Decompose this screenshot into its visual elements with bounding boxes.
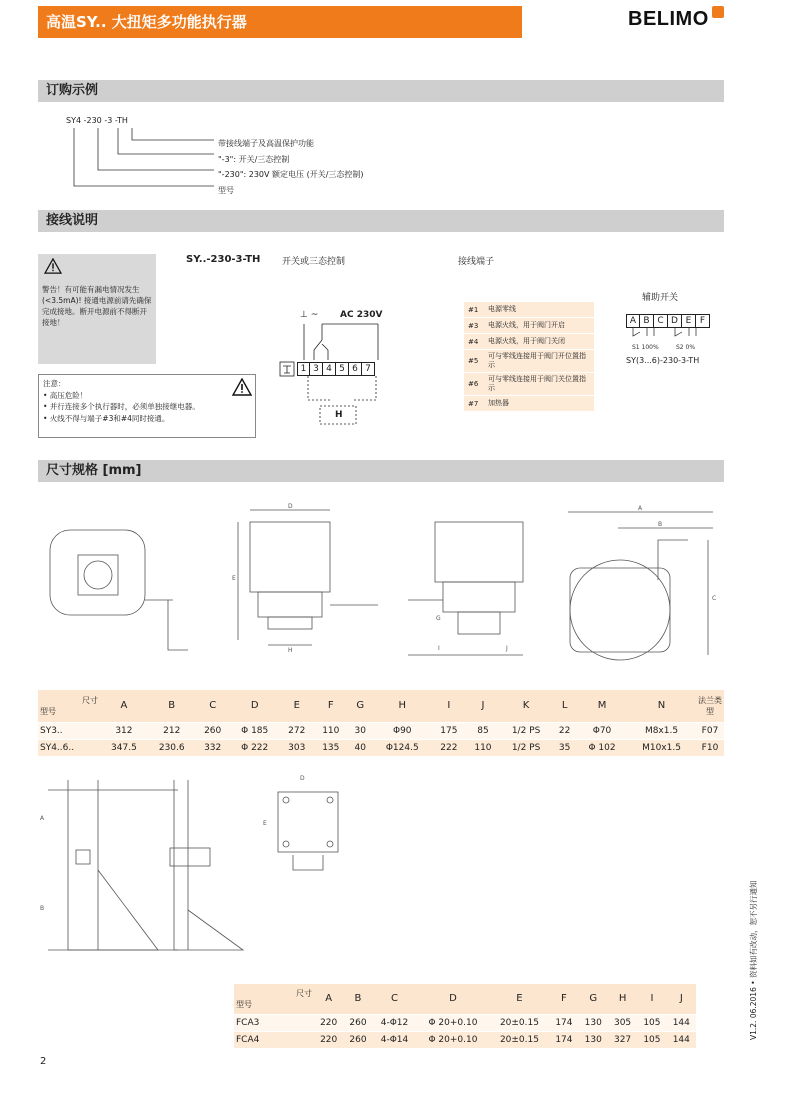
column-header: L xyxy=(561,700,568,712)
note-item: • 高压危险！ xyxy=(43,390,88,400)
aux-terminal-strip xyxy=(626,314,710,328)
table-cell: 85 xyxy=(477,725,489,736)
order-note: 型号 xyxy=(218,185,234,195)
terminal-desc: 加热器 xyxy=(488,399,509,407)
table-cell: 260 xyxy=(204,725,222,736)
table-cell: 1/2 PS xyxy=(511,742,541,753)
terminal-cell: 3 xyxy=(310,362,323,376)
terminal-title: 接线端子 xyxy=(458,257,495,267)
svg-text:E: E xyxy=(232,575,236,582)
table-cell: 174 xyxy=(555,1017,573,1028)
table-cell: 260 xyxy=(349,1017,367,1028)
terminal-row xyxy=(464,318,594,334)
table-cell: 175 xyxy=(440,725,458,736)
table-cell: 222 xyxy=(440,742,458,753)
section-order-header: 订购示例 xyxy=(38,80,724,102)
svg-text:I: I xyxy=(438,645,440,652)
row-model: FCA3 xyxy=(236,1017,260,1028)
table-cell: Φ 102 xyxy=(588,742,616,753)
note-item: • 并行连接多个执行器时，必须单独接继电器。 xyxy=(43,402,200,411)
table-cell: 220 xyxy=(320,1034,338,1045)
table-cell: Φ90 xyxy=(392,725,412,736)
column-header: B xyxy=(168,700,176,712)
svg-text:G: G xyxy=(436,615,441,622)
table-cell: 327 xyxy=(613,1034,632,1045)
terminal-row xyxy=(464,334,594,350)
column-header: G xyxy=(589,993,598,1005)
terminal-no: #6 xyxy=(468,380,479,388)
warning-text: 警告！有可能有漏电情况发生 (<3.5mA)! 接通电源前请先确保完成接地。断开电源前不得断开接地！ xyxy=(42,285,152,327)
row-model: FCA4 xyxy=(236,1034,260,1045)
bracket-drawings xyxy=(38,770,358,970)
table-cell: 312 xyxy=(115,725,133,736)
table-cell: 144 xyxy=(672,1034,690,1045)
table-row xyxy=(38,722,724,739)
order-code-leaders xyxy=(64,124,224,204)
terminal-cell: 7 xyxy=(362,362,375,376)
aux-cell: D xyxy=(668,314,682,328)
terminal-row xyxy=(464,373,594,396)
table-cell: Φ 185 xyxy=(241,725,269,736)
column-header: E xyxy=(516,993,523,1005)
order-notes xyxy=(218,136,364,198)
table-cell: 1/2 PS xyxy=(511,725,541,736)
aux-cell: A xyxy=(626,314,640,328)
terminal-desc: 电源火线，用于阀门开启 xyxy=(488,321,565,329)
table-cell: 260 xyxy=(349,1034,367,1045)
order-note: "-3": 开关/三态控制 xyxy=(218,154,290,164)
svg-text:C: C xyxy=(712,595,717,602)
page-number: 2 xyxy=(40,1056,47,1067)
svg-text:A: A xyxy=(638,505,643,512)
warning-icon xyxy=(44,258,62,274)
column-header: G xyxy=(356,700,365,712)
aux-cell: B xyxy=(640,314,654,328)
code-part: -3 xyxy=(104,116,113,125)
heater-label: H xyxy=(335,410,343,420)
table-cell: Φ124.5 xyxy=(385,742,419,753)
column-header: J xyxy=(481,700,485,712)
ac-label: AC 230V xyxy=(340,310,383,320)
terminal-row xyxy=(464,302,594,318)
table-cell: 35 xyxy=(558,742,571,753)
table-cell: 4-Φ14 xyxy=(380,1034,409,1045)
svg-text:A: A xyxy=(40,815,45,822)
terminal-no: #7 xyxy=(468,399,479,408)
column-header: A xyxy=(325,993,333,1005)
table-cell: M8x1.5 xyxy=(644,725,679,736)
table-cell: Φ70 xyxy=(592,725,612,736)
code-part: -230 xyxy=(83,116,102,125)
table-row xyxy=(234,1031,696,1048)
terminal-desc: 可与零线连接用于阀门关位置指示 xyxy=(488,375,586,392)
column-header: B xyxy=(354,993,362,1005)
table-cell: 30 xyxy=(354,725,366,736)
table-cell: 40 xyxy=(354,742,366,753)
row-model: SY4..6.. xyxy=(40,742,75,753)
section-dimensions-header: 尺寸规格 [mm] xyxy=(38,460,724,482)
order-note: 带接线端子及高温保护功能 xyxy=(218,139,314,148)
terminal-desc: 电源火线，用于阀门关闭 xyxy=(488,337,565,345)
corner-top: 尺寸 xyxy=(82,695,98,705)
table-cell: 130 xyxy=(584,1017,602,1028)
column-header: E xyxy=(293,700,300,712)
note-title: 注意： xyxy=(43,379,66,388)
table-cell: 230.6 xyxy=(158,742,185,753)
column-header: F xyxy=(327,700,334,712)
table-cell: 212 xyxy=(163,725,181,736)
terminal-no: #4 xyxy=(468,337,479,346)
table-corner xyxy=(234,984,314,1014)
column-header: H xyxy=(398,700,407,712)
table-cell: Φ 222 xyxy=(241,742,269,753)
terminal-desc: 可与零线连接用于阀门开位置指示 xyxy=(488,352,586,369)
aux-cell: F xyxy=(696,314,710,328)
terminal-row xyxy=(464,350,594,373)
terminal-table xyxy=(464,302,594,412)
terminal-cell: 4 xyxy=(323,362,336,376)
table-row xyxy=(38,739,724,756)
aux-model: SY(3...6)-230-3-TH xyxy=(626,356,700,365)
dimension-table-fca xyxy=(234,984,696,1048)
corner-top: 尺寸 xyxy=(296,988,312,998)
dimension-drawings xyxy=(38,500,728,680)
terminal-cell: 6 xyxy=(349,362,362,376)
column-header: M xyxy=(597,700,607,712)
section-wiring-header: 接线说明 xyxy=(38,210,724,232)
table-cell: 144 xyxy=(672,1017,690,1028)
corner-bottom: 型号 xyxy=(236,999,252,1009)
column-header: 法兰类型 xyxy=(698,695,722,716)
table-cell: 105 xyxy=(643,1034,661,1045)
aux-switch-lines xyxy=(626,328,712,344)
column-header: N xyxy=(657,700,666,712)
code-part: -TH xyxy=(114,116,128,125)
table-cell: 272 xyxy=(288,725,306,736)
terminal-no: #5 xyxy=(468,357,479,365)
terminal-strip xyxy=(297,362,375,376)
terminal-cell: 1 xyxy=(297,362,310,376)
terminal-desc: 电源零线 xyxy=(488,305,516,313)
svg-text:E: E xyxy=(263,820,267,827)
row-model: SY3.. xyxy=(40,725,63,736)
column-header: D xyxy=(250,700,259,712)
page-title: 高温SY.. 大扭矩多功能执行器 xyxy=(38,6,522,38)
table-cell: 20±0.15 xyxy=(499,1017,539,1028)
table-cell: 220 xyxy=(320,1017,338,1028)
table-cell: 20±0.15 xyxy=(499,1034,539,1045)
column-header: F xyxy=(561,993,567,1005)
column-header: H xyxy=(618,993,627,1005)
table-cell: M10x1.5 xyxy=(642,742,681,753)
column-header: A xyxy=(120,700,128,712)
table-corner xyxy=(38,690,100,722)
brand-logo: BELIMO xyxy=(628,8,709,30)
aux-s1: S1 100% xyxy=(632,344,659,351)
table-cell: 305 xyxy=(613,1017,632,1028)
svg-text:D: D xyxy=(288,503,293,510)
column-header: K xyxy=(522,700,530,712)
column-header: D xyxy=(449,993,457,1005)
table-cell: 347.5 xyxy=(111,742,137,753)
table-cell: 303 xyxy=(288,742,306,753)
code-part: SY4 xyxy=(66,116,82,125)
column-header: C xyxy=(209,700,217,712)
svg-text:B: B xyxy=(40,905,45,912)
warning-icon xyxy=(232,378,252,396)
table-cell: 105 xyxy=(643,1017,661,1028)
ground-symbols: ⊥ ~ xyxy=(300,310,319,320)
corner-bottom: 型号 xyxy=(40,706,56,716)
table-cell: F10 xyxy=(701,742,719,753)
aux-cell: C xyxy=(654,314,668,328)
dimension-table-sy xyxy=(38,690,724,756)
version-note: V1.2. 06.2016 • 资料如有改动，恕不另行通知 xyxy=(749,880,758,1040)
table-cell: F07 xyxy=(701,725,719,736)
svg-text:D: D xyxy=(300,775,305,782)
note-item: • 火线不得与端子#3和#4同时接通。 xyxy=(43,413,170,423)
terminal-cell: 5 xyxy=(336,362,349,376)
wiring-mode: 开关或三态控制 xyxy=(282,257,346,267)
table-cell: Φ 20+0.10 xyxy=(428,1017,478,1028)
aux-s2: S2 0% xyxy=(676,344,696,351)
table-cell: 4-Φ12 xyxy=(380,1017,409,1028)
svg-text:B: B xyxy=(658,521,663,528)
column-header: I xyxy=(650,993,654,1005)
terminal-row xyxy=(464,396,594,412)
table-cell: 174 xyxy=(555,1034,573,1045)
terminal-no: #1 xyxy=(468,305,479,314)
svg-text:H: H xyxy=(288,647,293,654)
table-cell: 110 xyxy=(322,725,340,736)
table-cell: 135 xyxy=(322,742,340,753)
column-header: I xyxy=(447,700,451,712)
svg-text:J: J xyxy=(506,645,508,652)
table-row xyxy=(234,1014,696,1031)
column-header: C xyxy=(390,993,398,1005)
logo-mark-icon xyxy=(712,6,724,18)
column-header: J xyxy=(679,993,683,1005)
aux-title: 辅助开关 xyxy=(642,293,679,303)
terminal-no: #3 xyxy=(468,321,479,330)
table-cell: 332 xyxy=(204,742,222,753)
table-cell: 130 xyxy=(584,1034,602,1045)
table-cell: 22 xyxy=(558,725,571,736)
table-cell: 110 xyxy=(474,742,492,753)
note-box xyxy=(38,374,256,438)
wiring-model: SY..-230-3-TH xyxy=(186,254,261,265)
table-cell: Φ 20+0.10 xyxy=(428,1034,478,1045)
order-note: "-230": 230V 额定电压 (开关/三态控制) xyxy=(218,170,364,179)
aux-cell: E xyxy=(682,314,696,328)
